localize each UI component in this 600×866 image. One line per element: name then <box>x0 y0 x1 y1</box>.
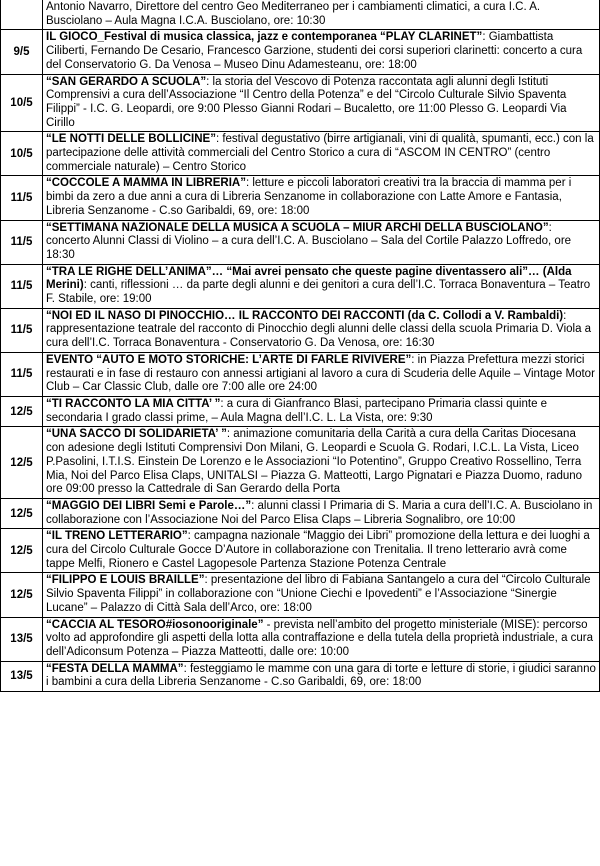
event-description <box>43 397 599 426</box>
event-title: “SAN GERARDO A SCUOLA” <box>46 75 207 88</box>
event-details: : rappresentazione teatrale del racconto di Pinocchio degli alunni delle classi della scuola Primaria D. Viola a cura dell’I.C. Torraca Bonaventura - Conservatorio G. Da Venosa, ore: 16:30 <box>46 309 592 350</box>
event-date <box>1 0 43 29</box>
event-date: 11/5 <box>1 221 43 264</box>
event-row <box>1 573 599 617</box>
event-title: EVENTO “AUTO E MOTO STORICHE: L’ARTE DI FARLE RIVIVERE” <box>46 353 412 366</box>
event-title: “UNA SACCO DI SOLIDARIETA’ ” <box>46 428 227 441</box>
event-title: “LE NOTTI DELLE BOLLICINE” <box>46 133 216 146</box>
event-row <box>1 176 599 220</box>
event-date: 12/5 <box>1 499 43 528</box>
event-row <box>1 221 599 265</box>
event-row <box>1 265 599 309</box>
event-date: 12/5 <box>1 529 43 572</box>
event-date: 11/5 <box>1 353 43 396</box>
event-description <box>43 265 599 308</box>
event-row <box>1 0 599 30</box>
event-row <box>1 30 599 74</box>
event-details: : in Piazza Prefettura mezzi storici restaurati e in fase di restauro con annessi artigiani al lavoro a cura di Scuderia delle Aquile – Vintage Motor Club – Car Classic Club, dalle ore 7:00 alle ore 24:00 <box>46 353 595 394</box>
event-details: : animazione comunitaria della Carità a cura della Caritas Diocesana con adesione degli Istituti Comprensivi Don Milani, G. Leopardi e Scuola G. Rodari, I.C.L. La Vista, Liceo P.Pasolini, I.T.I.S. Einstein De Lorenzo e le Associazioni “Io Potentino”, Gruppo Creativo Rossellino, Terra Mia, Noi del Parco Elisa Claps, UNITALSI – Piazza G. Matteotti, Largo Pignatari e Piazza Duomo, raduno ore 09:00 presso la Cattedrale di San Gerardo della Porta <box>46 428 583 496</box>
event-title: “TRA LE RIGHE DELL’ANIMA”… “Mai avrei pensato che queste pagine diventassero ali”… (Alda Merini) <box>46 265 572 292</box>
event-title: “FILIPPO E LOUIS BRAILLE” <box>46 574 205 587</box>
event-details: : Giambattista Ciliberti, Fernando De Cesario, Francesco Garzione, studenti dei corsi superiori clarinetti: concerto a cura del Conservatorio G. Da Venosa – Museo Dinu Adamesteanu, ore: 18:00 <box>46 31 583 71</box>
event-details: : festeggiamo le mamme con una gara di torte e letture di storie, i giudici saranno i bambini a cura della Libreria Senzanome - C.so Garibaldi, 69, ore: 18:00 <box>46 662 596 689</box>
event-description <box>43 309 599 352</box>
event-description <box>43 353 599 396</box>
event-description <box>43 662 599 691</box>
event-title: “COCCOLE A MAMMA IN LIBRERIA” <box>46 177 246 190</box>
event-date: 12/5 <box>1 427 43 498</box>
event-title: “IL TRENO LETTERARIO” <box>46 530 188 543</box>
event-details: : festival degustativo (birre artigianali, vini di qualità, spumanti, ecc.) con la partecipazione delle attività commerciali del Centro Storico a cura di “ASCOM IN CENTRO” (centro commerciale naturale) – Centro Storico <box>46 133 594 173</box>
event-row <box>1 397 599 427</box>
event-details: : campagna nazionale “Maggio dei Libri” promozione della lettura e dei luoghi a cura del Circolo Culturale Gocce D’Autore in collaborazione con Trenitalia. Il treno letterario avrà come tappe Melfi, Rionero e Castel Lagopesole Partenza Stazione Potenza Centrale <box>46 530 590 570</box>
event-row <box>1 353 599 397</box>
event-title: IL GIOCO_Festival di musica classica, jazz e contemporanea “PLAY CLARINET” <box>46 31 483 44</box>
event-description <box>43 618 599 661</box>
event-details: : a cura di Gianfranco Blasi, partecipano Primaria classi quinte e secondaria I grado classi prime, – Aula Magna dell’I.C. L. La Vista, ore: 9:30 <box>46 397 548 424</box>
event-row <box>1 309 599 353</box>
event-row <box>1 132 599 176</box>
event-details: : alunni classi I Primaria di S. Maria a cura dell’I.C. A. Busciolano in collaborazione con l’Associazione Noi del Parco Elisa Claps – Libreria Sognalibro, ore 10:00 <box>46 499 593 526</box>
event-description <box>43 221 599 264</box>
event-title: “TI RACCONTO LA MIA CITTA’ ” <box>46 397 221 410</box>
event-description <box>43 0 599 29</box>
event-title: “MAGGIO DEI LIBRI Semi e Parole…” <box>46 499 252 512</box>
event-row <box>1 529 599 573</box>
event-title: “CACCIA AL TESORO#iosonooriginale” <box>46 618 264 631</box>
event-date: 13/5 <box>1 662 43 691</box>
event-description <box>43 529 599 572</box>
event-description <box>43 75 599 132</box>
event-details: : canti, riflessioni … da parte degli alunni e dei genitori a cura dell’I.C. Torraca Bonaventura – Teatro F. Stabile, ore: 19:00 <box>46 279 591 306</box>
event-details: : la storia del Vescovo di Potenza raccontata agli alunni degli Istituti Comprensivi a cura dell’Associazione “Il Centro della Potenza” e del “Circolo Culturale Silvio Spaventa Filippi” - I.C. G. Leopardi, ore 9:00 Plesso Gianni Rodari – Bucaletto, ore 11:00 Plesso G. Leopardi Via Cirillo <box>46 75 567 129</box>
event-description <box>43 30 599 73</box>
event-date: 13/5 <box>1 618 43 661</box>
event-title: “SETTIMANA NAZIONALE DELLA MUSICA A SCUOLA – MIUR ARCHI DELLA BUSCIOLANO” <box>46 221 549 234</box>
event-details: : concerto Alunni Classi di Violino – a cura dell’I.C. A. Busciolano – Sala del Cortile Palazzo Loffredo, ore 18:30 <box>46 221 572 261</box>
event-date: 11/5 <box>1 265 43 308</box>
event-description <box>43 573 599 616</box>
event-row <box>1 499 599 529</box>
event-row <box>1 427 599 499</box>
event-title: “NOI ED IL NASO DI PINOCCHIO… IL RACCONTO DEI RACCONTI (da C. Collodi a V. Rambaldi) <box>46 309 564 322</box>
event-description <box>43 499 599 528</box>
event-date: 9/5 <box>1 30 43 73</box>
event-description <box>43 132 599 175</box>
event-date: 11/5 <box>1 309 43 352</box>
event-row <box>1 75 599 133</box>
event-description <box>43 176 599 219</box>
event-details: : letture e piccoli laboratori creativi tra la braccia di mamma per i bimbi da zero a due anni a cura di Libreria Senzanome in collaborazione con Latte Amore e Fantasia, Libreria Senzanome - C.so Garibaldi, 69, ore: 18:00 <box>46 177 572 217</box>
event-row <box>1 618 599 662</box>
event-date: 12/5 <box>1 573 43 616</box>
event-details: : presentazione del libro di Fabiana Santangelo a cura del “Circolo Culturale Silvio Spaventa Filippi” in collaborazione con “Unione Ciechi e Ipovedenti” e l’Associazione “Sinergie Lucane” – Palazzo di Città Sala dell’Arco, ore: 18:00 <box>46 574 591 614</box>
event-details: Antonio Navarro, Direttore del centro Geo Mediterraneo per i cambiamenti climatici, a cura I.C. A. Busciolano – Aula Magna I.C.A. Busciolano, ore: 10:30 <box>46 1 541 27</box>
event-description <box>43 427 599 498</box>
event-date: 12/5 <box>1 397 43 426</box>
event-row <box>1 662 599 692</box>
event-date: 10/5 <box>1 75 43 132</box>
event-date: 10/5 <box>1 132 43 175</box>
event-title: “FESTA DELLA MAMMA” <box>46 662 184 675</box>
event-details: - prevista nell’ambito del progetto ministeriale (MISE): percorso volto ad approfondire gli aspetti della lotta alla contraffazione e della tutela della proprietà industriale, a cura dell’Adiconsum Potenza – Piazza Matteotti, dalle ore: 10:00 <box>46 618 594 658</box>
event-date: 11/5 <box>1 176 43 219</box>
